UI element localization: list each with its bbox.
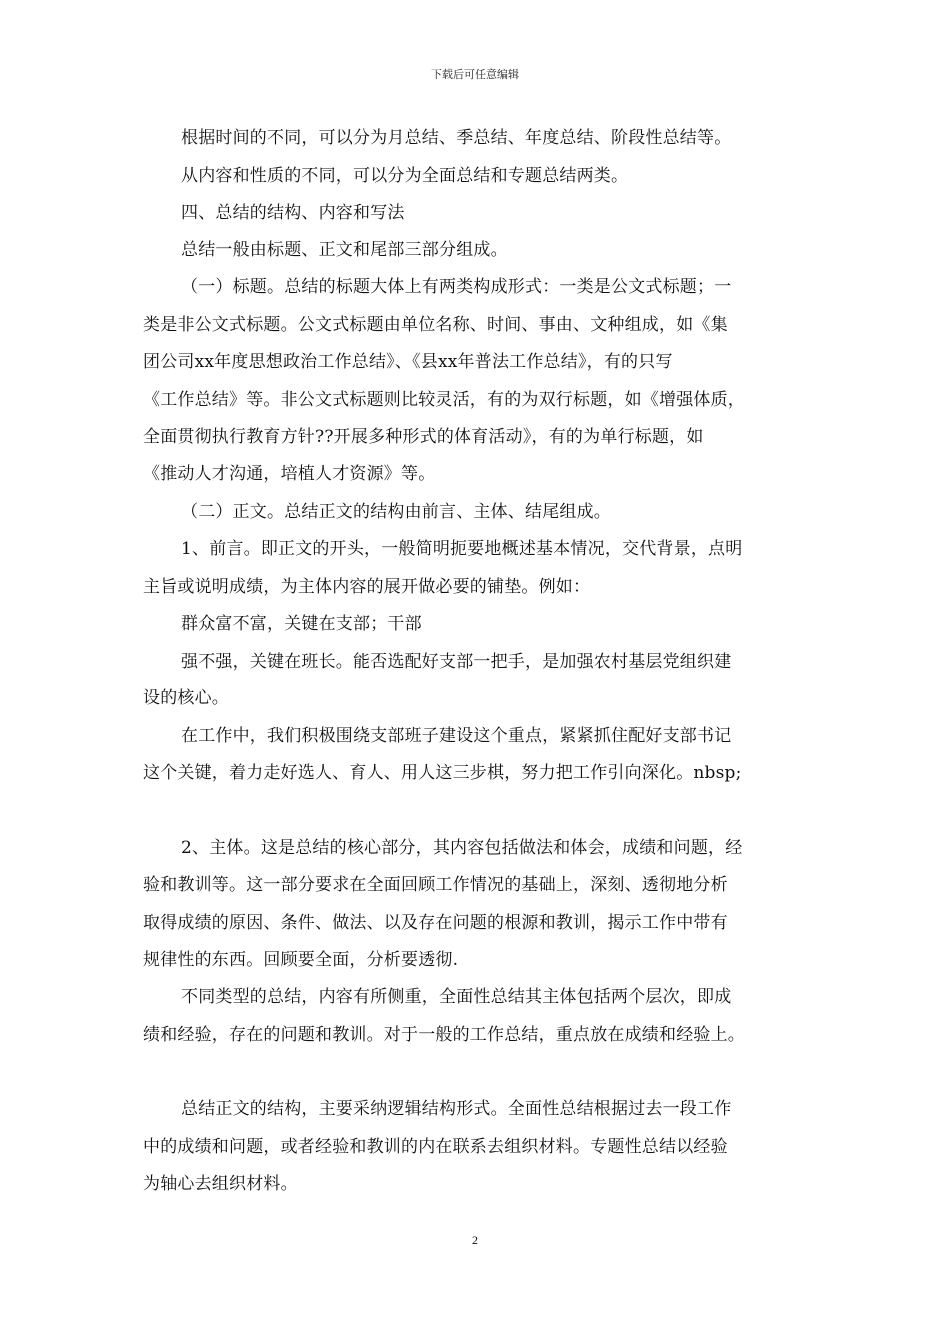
text-line: 2、主体。这是总结的核心部分，其内容包括做法和体会，成绩和问题，经 — [181, 838, 743, 858]
text-line: 不同类型的总结，内容有所侧重，全面性总结其主体包括两个层次，即成 — [181, 987, 732, 1007]
text-line: 根据时间的不同，可以分为月总结、季总结、年度总结、阶段性总结等。 — [181, 128, 732, 148]
text-line: 总结正文的结构，主要采纳逻辑结构形式。全面性总结根据过去一段工作 — [181, 1099, 732, 1119]
text-line: 绩和经验，存在的问题和教训。对于一般的工作总结，重点放在成绩和经验上。 — [143, 1025, 745, 1045]
text-line: 《推动人才沟通，培植人才资源》等。 — [143, 464, 436, 484]
text-line: 1、前言。即正文的开头，一般简明扼要地概述基本情况，交代背景，点明 — [181, 539, 743, 559]
text-line: 这个关键，着力走好选人、育人、用人这三步棋，努力把工作引向深化。nbsp; — [143, 763, 742, 783]
text-line: 团公司xx年度思想政治工作总结》、《县xx年普法工作总结》，有的只写 — [143, 352, 673, 372]
text-line: 强不强，关键在班长。能否选配好支部一把手，是加强农村基层党组织建 — [181, 652, 732, 672]
text-line: 总结一般由标题、正文和尾部三部分组成。 — [181, 240, 508, 260]
text-line: 中的成绩和问题，或者经验和教训的内在联系去组织材料。专题性总结以经验 — [143, 1137, 728, 1157]
text-line: （一）标题。总结的标题大体上有两类构成形式：一类是公文式标题；一 — [181, 277, 732, 297]
text-line: 为轴心去组织材料。 — [143, 1174, 298, 1194]
text-line: 验和教训等。这一部分要求在全面回顾工作情况的基础上，深刻、透彻地分析 — [143, 875, 728, 895]
text-line: （二）正文。总结正文的结构由前言、主体、结尾组成。 — [181, 502, 611, 522]
text-line: 主旨或说明成绩，为主体内容的展开做必要的铺垫。例如： — [143, 577, 591, 597]
text-line: 全面贯彻执行教育方针??开展多种形式的体育活动》，有的为单行标题，如 — [143, 427, 704, 447]
page-number: 2 — [472, 1233, 478, 1247]
text-line: 类是非公文式标题。公文式标题由单位名称、时间、事由、文种组成，如《集 — [143, 315, 728, 335]
section-heading: 四、总结的结构、内容和写法 — [181, 203, 405, 223]
text-line: 在工作中，我们积极围绕支部班子建设这个重点，紧紧抓住配好支部书记 — [181, 726, 732, 746]
text-line: 群众富不富，关键在支部；干部 — [181, 614, 422, 634]
text-line: 取得成绩的原因、条件、做法、以及存在问题的根源和教训，揭示工作中带有 — [143, 913, 728, 933]
text-line: 从内容和性质的不同，可以分为全面总结和专题总结两类。 — [181, 166, 629, 186]
page-header: 下载后可任意编辑 — [431, 68, 519, 81]
text-line: 规律性的东西。回顾要全面，分析要透彻. — [143, 950, 459, 970]
text-line: 《工作总结》等。非公文式标题则比较灵活，有的为双行标题，如《增强体质， — [143, 390, 745, 410]
text-line: 设的核心。 — [143, 688, 229, 708]
